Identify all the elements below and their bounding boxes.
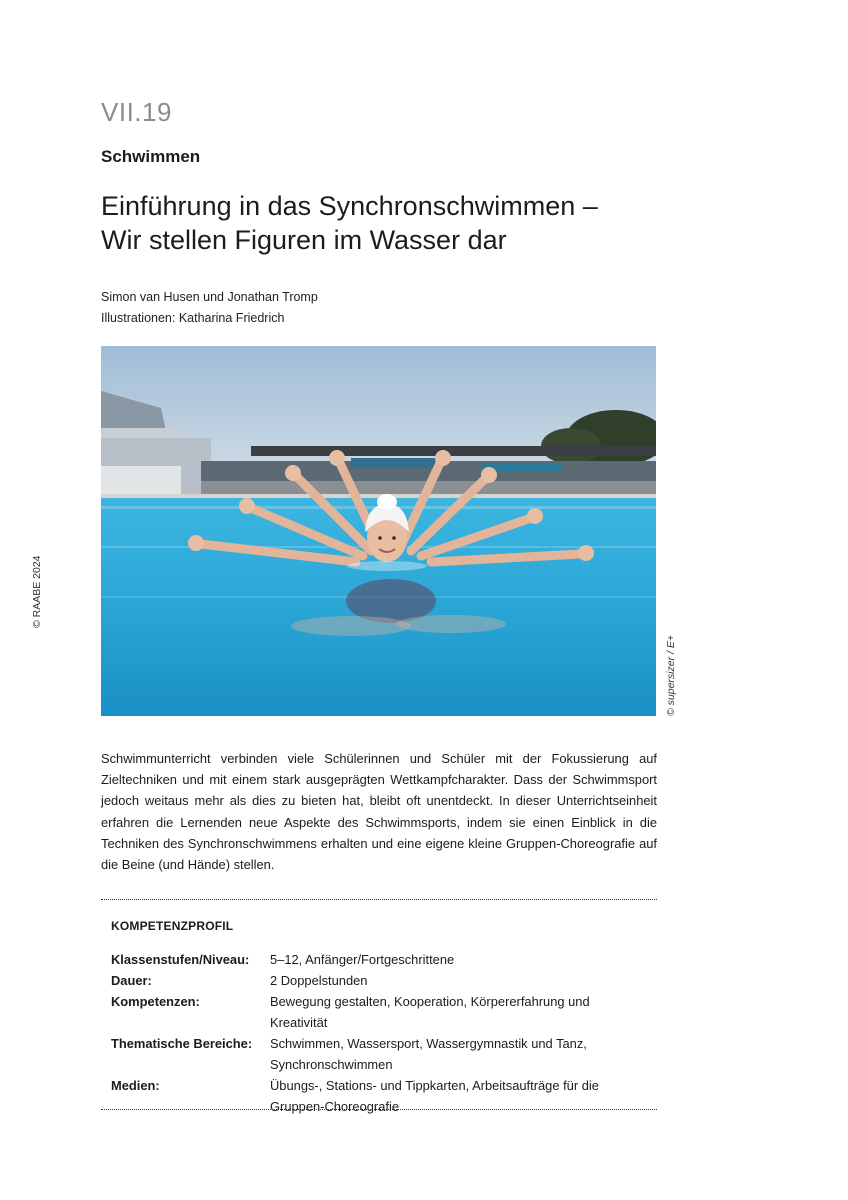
- kp-label: Medien:: [111, 1078, 160, 1093]
- kp-value: 5–12, Anfänger/Fortgeschrittene: [270, 952, 455, 967]
- divider-top: [101, 899, 657, 900]
- divider-bottom: [101, 1109, 657, 1110]
- kp-value: 2 Doppelstunden: [270, 973, 368, 988]
- title-line-2: Wir stellen Figuren im Wasser dar: [101, 225, 507, 255]
- kp-label: Thematische Bereiche:: [111, 1036, 253, 1051]
- authors: Simon van Husen und Jonathan Tromp: [101, 290, 318, 304]
- kp-value: Schwimmen, Wassersport, Wassergymnastik und Tanz, Synchronschwimmen: [270, 1036, 587, 1072]
- kp-label: Kompetenzen:: [111, 994, 200, 1009]
- kp-row-klassenstufen: [111, 949, 651, 970]
- page-title: [101, 189, 701, 257]
- subject-heading: Schwimmen: [101, 147, 201, 166]
- section-number: VII.19: [101, 97, 172, 127]
- kompetenzprofil-title: KOMPETENZPROFIL: [111, 919, 234, 933]
- photo-credit: © supersizer / E+: [665, 635, 677, 716]
- intro-paragraph: Schwimmunterricht verbinden viele Schülerinnen und Schüler mit der Fokussierung auf Zieltechniken und mit einem stark ausgeprägten Wettkampfcharakter. Dass der Schwimmsport jedoch weitaus mehr als dies zu bieten hat, bleibt oft unentdeckt. In dieser Unterrichtseinheit erfahren die Lernenden neue Aspekte des Schwimmsports, indem sie einen Einblick in die Techniken des Synchronschwimmens erhalten und eine eigene kleine Gruppen-Choreografie auf die Beine (und Hände) stellen.: [101, 751, 657, 873]
- kp-row-kompetenzen: [111, 991, 651, 1033]
- kp-value: Übungs-, Stations- und Tippkarten, Arbeitsaufträge für die Gruppen-Choreografie: [270, 1078, 599, 1114]
- side-copyright: © RAABE 2024: [31, 555, 43, 628]
- author-credits: [101, 287, 318, 329]
- hero-photo: [101, 346, 656, 716]
- title-line-1: Einführung in das Synchronschwimmen –: [101, 191, 598, 221]
- kp-row-thematische-bereiche: [111, 1033, 651, 1075]
- kp-label: Dauer:: [111, 973, 152, 988]
- illustrator: Illustrationen: Katharina Friedrich: [101, 311, 285, 325]
- kompetenzprofil-table: [111, 949, 651, 1117]
- kp-row-dauer: [111, 970, 651, 991]
- synchronized-swimmers-photo: [101, 346, 656, 716]
- kp-label: Klassenstufen/Niveau:: [111, 952, 250, 967]
- kp-value: Bewegung gestalten, Kooperation, Körpererfahrung und Kreativität: [270, 994, 590, 1030]
- kp-row-medien: [111, 1075, 651, 1117]
